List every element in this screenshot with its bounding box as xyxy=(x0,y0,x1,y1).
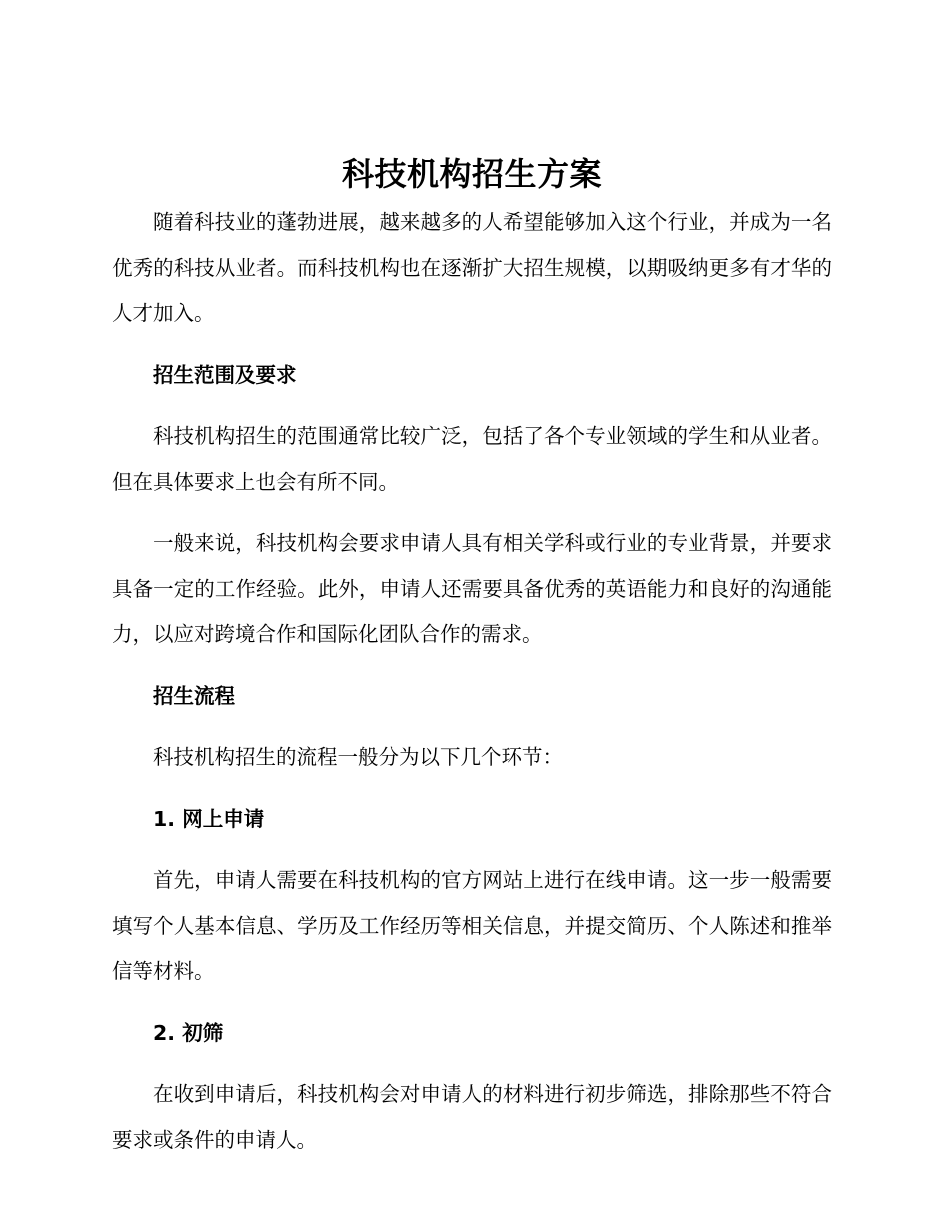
scope-paragraph-1: 科技机构招生的范围通常比较广泛，包括了各个专业领域的学生和从业者。但在具体要求上也会有所不同。 xyxy=(112,424,832,494)
intro-paragraph: 随着科技业的蓬勃进展，越来越多的人希望能够加入这个行业，并成为一名优秀的科技从业者。而科技机构也在逐渐扩大招生规模，以期吸纳更多有才华的人才加入。 xyxy=(112,210,832,325)
section-heading-process: 招生流程 xyxy=(153,683,235,708)
step-paragraph-initial-screening: 在收到申请后，科技机构会对申请人的材料进行初步筛选，排除那些不符合要求或条件的申请人。 xyxy=(112,1082,832,1152)
section-heading-scope: 招生范围及要求 xyxy=(153,362,297,387)
document-title: 科技机构招生方案 xyxy=(341,155,602,193)
step-paragraph-online-application: 首先，申请人需要在科技机构的官方网站上进行在线申请。这一步一般需要填写个人基本信息、学历及工作经历等相关信息，并提交简历、个人陈述和推举信等材料。 xyxy=(112,868,832,983)
process-intro-paragraph: 科技机构招生的流程一般分为以下几个环节： xyxy=(153,745,563,769)
step-heading-initial-screening: 2. 初筛 xyxy=(153,1020,224,1045)
scope-paragraph-2: 一般来说，科技机构会要求申请人具有相关学科或行业的专业背景，并要求具备一定的工作经验。此外，申请人还需要具备优秀的英语能力和良好的沟通能力，以应对跨境合作和国际化团队合作的需求。 xyxy=(112,531,832,646)
step-heading-online-application: 1. 网上申请 xyxy=(153,806,265,831)
document-page xyxy=(112,148,832,1163)
